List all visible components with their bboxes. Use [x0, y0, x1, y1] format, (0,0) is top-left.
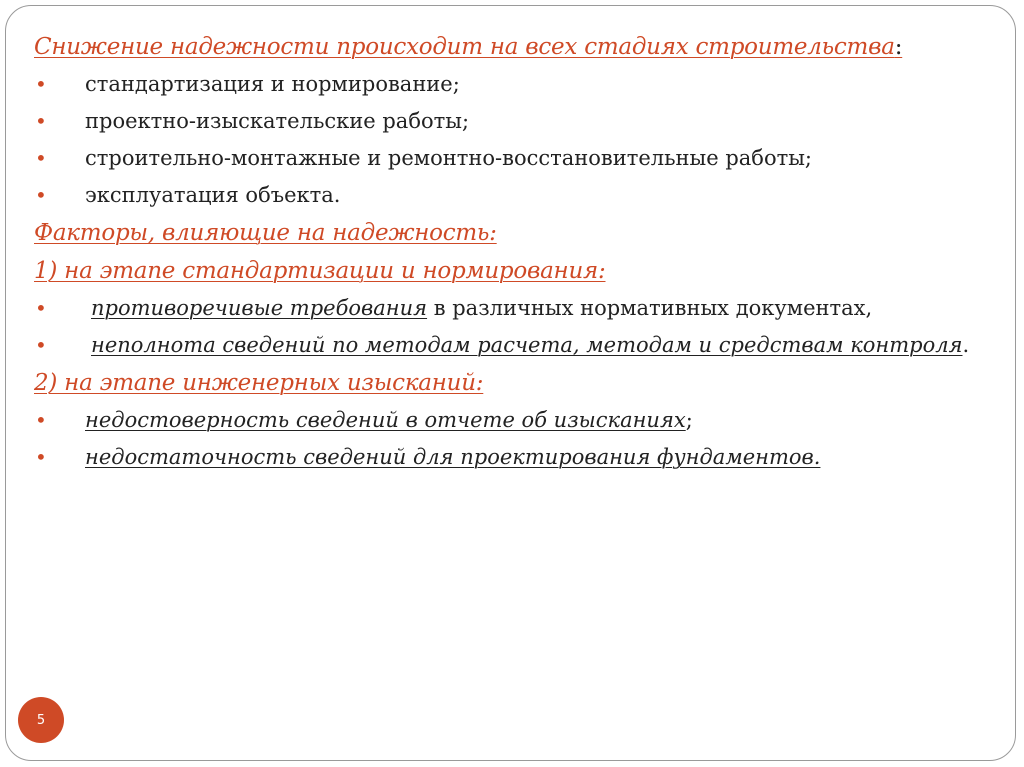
- list-item: [34, 402, 1024, 439]
- emphasis-text: неполнота сведений по методам расчета, методам и средствам контроля: [91, 333, 963, 357]
- bullet-icon: •: [35, 445, 47, 469]
- list-item: [34, 177, 1024, 214]
- factors-title: Факторы, влияющие на надежность:: [34, 220, 497, 246]
- bullet-icon: •: [35, 408, 47, 432]
- plain-text: в различных нормативных документах,: [427, 296, 873, 320]
- list-item: [34, 290, 1024, 327]
- slide-content: [34, 28, 1024, 476]
- list-item-text: [85, 290, 1021, 327]
- emphasis-text: недостаточноcть сведений для проектирования фундаментов.: [85, 445, 821, 469]
- list-item: [34, 327, 1024, 364]
- bullet-icon: •: [35, 146, 47, 170]
- bullet-icon: •: [35, 183, 47, 207]
- page-number-badge: 5: [18, 697, 64, 743]
- list-item: [34, 103, 1024, 140]
- list-item-text: [85, 327, 1021, 364]
- list-item-text: [85, 408, 693, 432]
- emphasis-text: противоречивые требования: [91, 296, 428, 320]
- plain-text: ;: [685, 408, 693, 432]
- section1-title: [34, 28, 1024, 66]
- section1-title-text: Снижение надежности происходит на всех стадиях строительства: [34, 34, 895, 60]
- bullet-icon: •: [35, 72, 47, 96]
- stage2-title: 2) на этапе инженерных изысканий:: [34, 370, 484, 396]
- list-item-text: эксплуатация объекта.: [85, 183, 341, 207]
- bullet-icon: •: [35, 296, 47, 320]
- bullet-icon: •: [35, 109, 47, 133]
- list-item-text: строительно-монтажные и ремонтно-восстановительные работы;: [85, 146, 813, 170]
- list-item-text: стандартизация и нормирование;: [85, 72, 460, 96]
- list-item: [34, 439, 1024, 476]
- bullet-icon: •: [35, 333, 47, 357]
- section1-title-colon: :: [894, 34, 903, 60]
- emphasis-text: недостоверность сведений в отчете об изысканиях: [85, 408, 686, 432]
- plain-text: .: [962, 333, 970, 357]
- list-item-text: проектно-изыскательские работы;: [85, 109, 470, 133]
- list-item-text: [85, 445, 820, 469]
- stage1-title: 1) на этапе стандартизации и нормирования:: [34, 258, 606, 284]
- list-item: [34, 140, 1024, 177]
- list-item: [34, 66, 1024, 103]
